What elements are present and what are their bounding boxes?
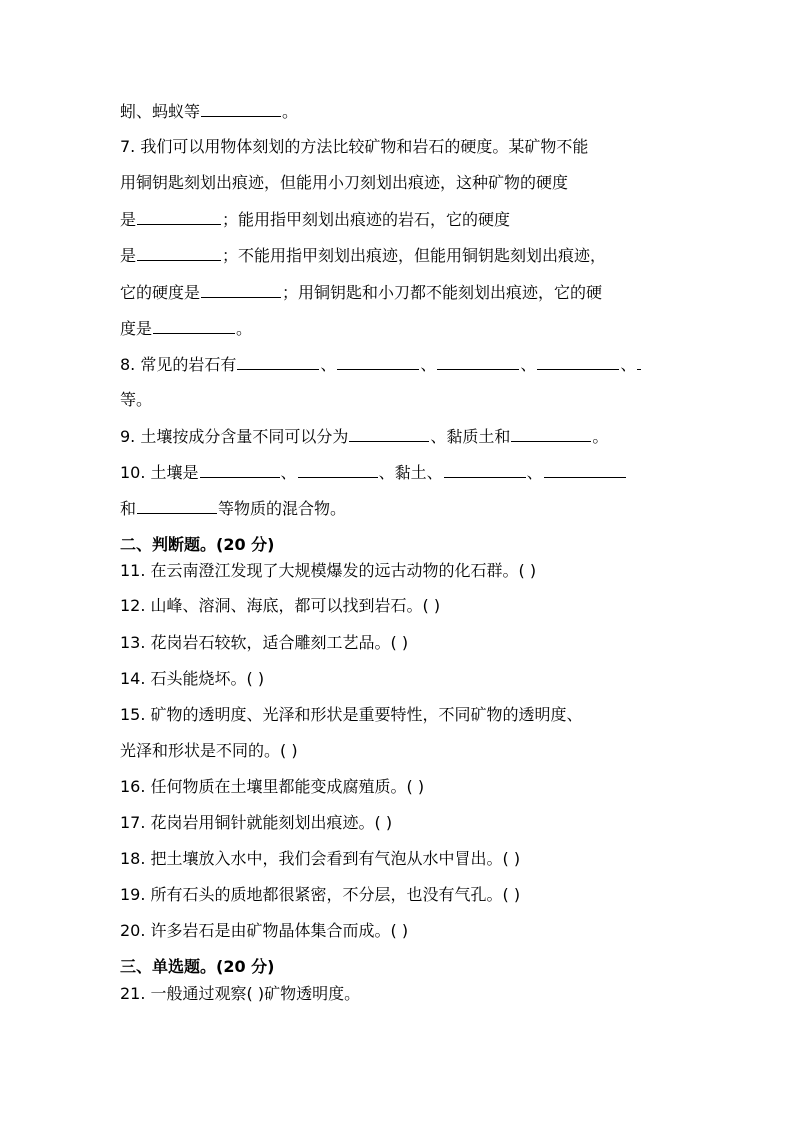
question-7-line-2: 用铜钥匙刻划出痕迹，但能用小刀刻划出痕迹，这种矿物的硬度 [120,173,569,192]
answer-blank[interactable] [137,244,221,261]
text: 。 [592,427,609,446]
text: 10. 土壤是 [120,463,199,482]
text: 。 [282,102,299,121]
answer-blank[interactable] [337,353,419,370]
judge-item-14: 14. 石头能烧坏。( ) [120,669,265,688]
text: ；用铜钥匙和小刀都不能刻划出痕迹，它的硬 [282,283,603,302]
answer-blank[interactable] [444,461,526,478]
text: ；不能用指甲刻划出痕迹，但能用铜钥匙刻划出痕迹， [222,246,607,265]
text: 、黏质土和 [430,427,511,446]
answer-blank[interactable] [201,281,281,298]
text: 、 [320,355,337,374]
judge-item-12: 12. 山峰、溶洞、海底，都可以找到岩石。( ) [120,596,441,615]
text: 、 [520,355,537,374]
answer-blank[interactable] [511,425,591,442]
judge-item-19: 19. 所有石头的质地都很紧密，不分层，也没有气孔。( ) [120,885,521,904]
question-7-line-4 [120,244,606,266]
text: 是 [120,246,137,265]
text: 和 [120,499,137,518]
judge-item-17: 17. 花岗岩用铜针就能刻划出痕迹。( ) [120,813,393,832]
question-10-line-1 [120,461,627,483]
answer-blank[interactable] [637,353,641,370]
answer-blank[interactable] [153,317,235,334]
section-heading-judgement: 二、判断题。(20 分) [120,535,275,554]
question-10-line-2 [120,497,346,519]
judge-item-16: 16. 任何物质在土壤里都能变成腐殖质。( ) [120,777,425,796]
text: 9. 土壤按成分含量不同可以分为 [120,427,349,446]
section-heading-single-choice: 三、单选题。(20 分) [120,957,275,976]
text: 等物质的混合物。 [218,499,347,518]
q6-continuation [120,100,298,122]
question-8-line-2: 等。 [120,390,153,409]
answer-blank[interactable] [544,461,626,478]
judge-item-13: 13. 花岗岩石较软，适合雕刻工艺品。( ) [120,633,409,652]
answer-blank[interactable] [201,100,281,117]
answer-blank[interactable] [298,461,378,478]
question-7-line-5 [120,281,602,303]
judge-item-15-line-2: 光泽和形状是不同的。( ) [120,741,298,760]
text: 是 [120,210,137,229]
judge-item-15-line-1: 15. 矿物的透明度、光泽和形状是重要特性，不同矿物的透明度、 [120,705,583,724]
answer-blank[interactable] [137,208,221,225]
question-7-line-6 [120,317,252,339]
answer-blank[interactable] [349,425,429,442]
answer-blank[interactable] [200,461,280,478]
question-21: 21. 一般通过观察( )矿物透明度。 [120,984,361,1003]
answer-blank[interactable] [437,353,519,370]
text: 、 [526,463,543,482]
answer-blank[interactable] [237,353,319,370]
text: 、 [620,355,637,374]
question-7-line-3 [120,208,510,230]
answer-blank[interactable] [537,353,619,370]
text: 、黏土、 [378,463,443,482]
text: 、 [280,463,297,482]
text: 。 [236,319,253,338]
judge-item-11: 11. 在云南澄江发现了大规模爆发的远古动物的化石群。( ) [120,561,537,580]
judge-item-20: 20. 许多岩石是由矿物晶体集合而成。( ) [120,921,409,940]
text: ；能用指甲刻划出痕迹的岩石，它的硬度 [222,210,511,229]
question-7-line-1: 7. 我们可以用物体刻划的方法比较矿物和岩石的硬度。某矿物不能 [120,137,589,156]
text: 、 [420,355,437,374]
text: 它的硬度是 [120,283,201,302]
question-9 [120,425,608,447]
question-8-line-1 [120,353,642,375]
text: 度是 [120,319,153,338]
text: 蚓、蚂蚁等 [120,102,201,121]
answer-blank[interactable] [137,497,217,514]
judge-item-18: 18. 把土壤放入水中，我们会看到有气泡从水中冒出。( ) [120,849,521,868]
text: 8. 常见的岩石有 [120,355,237,374]
